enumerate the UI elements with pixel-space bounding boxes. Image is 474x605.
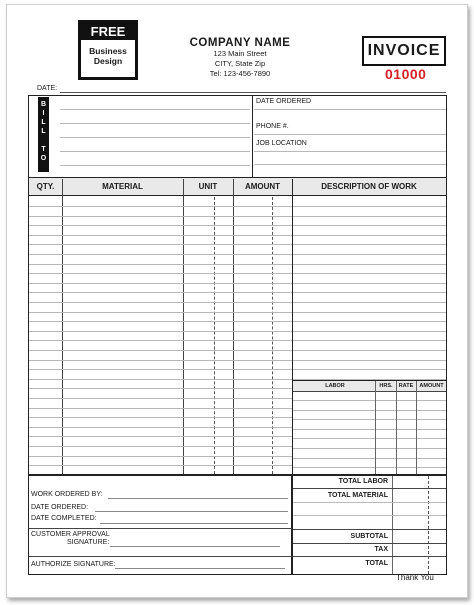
- material-row-line[interactable]: [29, 398, 292, 399]
- description-row-line[interactable]: [293, 225, 446, 226]
- total-labor-label: TOTAL LABOR: [338, 478, 388, 485]
- amount-cents-divider: [272, 197, 273, 474]
- material-row-line[interactable]: [29, 235, 292, 236]
- rate-header: RATE: [398, 383, 414, 389]
- work-ordered-by-label: WORK ORDERED BY:: [31, 491, 103, 498]
- material-row-line[interactable]: [29, 206, 292, 207]
- totals-line: [293, 515, 446, 516]
- bill-to-line[interactable]: [60, 165, 250, 166]
- company-block: [175, 37, 305, 79]
- phone-line[interactable]: [254, 134, 446, 135]
- subtotal-label: SUBTOTAL: [350, 533, 388, 540]
- bill-to-line[interactable]: [60, 123, 250, 124]
- description-row-line[interactable]: [293, 321, 446, 322]
- amount-header: AMOUNT: [233, 178, 292, 196]
- totals-line: [293, 502, 446, 503]
- description-row-line[interactable]: [293, 292, 446, 293]
- date-ordered-bottom-line[interactable]: [95, 511, 288, 512]
- material-row-line[interactable]: [29, 273, 292, 274]
- date-ordered-line[interactable]: [254, 109, 446, 110]
- bill-to-letter: T: [41, 146, 46, 153]
- labor-amount-header: AMOUNT: [419, 383, 444, 389]
- description-header: DESCRIPTION OF WORK: [292, 178, 446, 196]
- description-row-line[interactable]: [293, 340, 446, 341]
- description-row-line[interactable]: [293, 235, 446, 236]
- badge-text: [81, 46, 135, 66]
- customer-approval-label: CUSTOMER APPROVAL: [31, 531, 110, 538]
- bill-to-letter: I: [42, 110, 45, 117]
- bill-to-letter: L: [41, 128, 46, 135]
- material-row-line[interactable]: [29, 264, 292, 265]
- material-row-line[interactable]: [29, 321, 292, 322]
- total-label: TOTAL: [365, 560, 388, 567]
- invoice-number: 01000: [385, 66, 427, 82]
- bill-to-letter: B: [40, 101, 47, 108]
- customer-signature-line[interactable]: [110, 546, 280, 547]
- material-row-line[interactable]: [29, 427, 292, 428]
- totals-line: [293, 488, 446, 489]
- description-row-line[interactable]: [293, 350, 446, 351]
- labor-col-divider: [416, 381, 417, 474]
- material-row-line[interactable]: [29, 254, 292, 255]
- description-row-line[interactable]: [293, 216, 446, 217]
- date-completed-label: DATE COMPLETED:: [31, 515, 97, 522]
- labor-table: [292, 380, 446, 475]
- qty-column-divider: [62, 179, 63, 474]
- totals-line: [293, 543, 446, 544]
- job-location-field-label: JOB LOCATION: [256, 140, 307, 147]
- description-row-line[interactable]: [293, 302, 446, 303]
- material-row-line[interactable]: [29, 465, 292, 466]
- material-row-line[interactable]: [29, 388, 292, 389]
- bill-to-line[interactable]: [60, 151, 250, 152]
- bill-to-line[interactable]: [60, 137, 250, 138]
- material-column-divider: [183, 179, 184, 474]
- totals-cents-divider: [428, 476, 429, 574]
- unit-cents-divider: [214, 197, 215, 474]
- company-tel: Tel: 123-456-7890: [209, 69, 271, 78]
- unit-column-divider: [233, 179, 234, 474]
- bill-to-spacer: [38, 136, 49, 145]
- bill-to-divider: [252, 96, 253, 177]
- work-ordered-by-line[interactable]: [108, 498, 288, 499]
- work-order-section: [28, 475, 292, 575]
- material-row-line[interactable]: [29, 292, 292, 293]
- badge-line-2: Design: [93, 56, 123, 66]
- material-row-line[interactable]: [29, 302, 292, 303]
- bill-to-letter: O: [40, 155, 47, 162]
- bill-to-line[interactable]: [60, 109, 250, 110]
- material-row-line[interactable]: [29, 408, 292, 409]
- description-row-line[interactable]: [293, 206, 446, 207]
- material-row-line[interactable]: [29, 225, 292, 226]
- business-design-badge: [78, 20, 138, 80]
- invoice-title: INVOICE: [362, 36, 446, 66]
- date-ordered-field-label: DATE ORDERED: [256, 98, 312, 105]
- customer-signature-label: SIGNATURE:: [67, 539, 110, 546]
- company-city: CITY, State Zip: [214, 59, 266, 68]
- material-row-line[interactable]: [29, 436, 292, 437]
- labor-col-divider: [396, 381, 397, 474]
- date-label: DATE:: [37, 85, 58, 92]
- authorize-signature-line[interactable]: [115, 568, 285, 569]
- total-material-label: TOTAL MATERIAL: [327, 492, 388, 499]
- badge-line-1: Business: [89, 46, 127, 56]
- date-ordered-label: DATE ORDERED:: [31, 504, 89, 511]
- totals-line: [293, 529, 446, 530]
- date-line[interactable]: [60, 92, 446, 93]
- description-row-line[interactable]: [293, 331, 446, 332]
- free-label: FREE: [81, 23, 135, 40]
- phone-field-label: PHONE #.: [256, 123, 289, 130]
- labor-header: LABOR: [325, 383, 345, 389]
- unit-header: UNIT: [183, 178, 233, 196]
- description-row-line[interactable]: [293, 244, 446, 245]
- date-completed-line[interactable]: [100, 523, 288, 524]
- description-row-line[interactable]: [293, 360, 446, 361]
- company-name: COMPANY NAME: [189, 37, 291, 49]
- material-header: MATERIAL: [62, 178, 183, 196]
- section-divider: [29, 528, 292, 529]
- hrs-header: HRS.: [379, 383, 393, 389]
- material-row-line[interactable]: [29, 331, 292, 332]
- material-row-line[interactable]: [29, 360, 292, 361]
- material-row-line[interactable]: [29, 456, 292, 457]
- material-row-line[interactable]: [29, 369, 292, 370]
- description-row-line[interactable]: [293, 264, 446, 265]
- material-row-line[interactable]: [29, 350, 292, 351]
- totals-line: [293, 556, 446, 557]
- material-row-line[interactable]: [29, 283, 292, 284]
- company-street: 123 Main Street: [213, 49, 267, 58]
- material-row-line[interactable]: [29, 446, 292, 447]
- material-row-line[interactable]: [29, 216, 292, 217]
- tax-label: TAX: [374, 546, 388, 553]
- material-row-line[interactable]: [29, 244, 292, 245]
- description-row-line[interactable]: [293, 283, 446, 284]
- thank-you-text: Thank You: [396, 573, 434, 582]
- material-row-line[interactable]: [29, 379, 292, 380]
- material-row-line[interactable]: [29, 312, 292, 313]
- totals-divider: [392, 476, 393, 574]
- material-row-line[interactable]: [29, 417, 292, 418]
- bill-to-tab: [38, 97, 49, 172]
- description-row-line[interactable]: [293, 273, 446, 274]
- section-divider: [29, 556, 292, 557]
- labor-col-divider: [375, 381, 376, 474]
- description-row-line[interactable]: [293, 254, 446, 255]
- qty-header: QTY.: [29, 178, 62, 196]
- job-location-line[interactable]: [254, 164, 446, 165]
- bill-to-letter: L: [41, 119, 46, 126]
- description-row-line[interactable]: [293, 369, 446, 370]
- job-location-line[interactable]: [254, 151, 446, 152]
- description-row-line[interactable]: [293, 312, 446, 313]
- material-row-line[interactable]: [29, 340, 292, 341]
- authorize-signature-label: AUTHORIZE SIGNATURE:: [31, 561, 116, 568]
